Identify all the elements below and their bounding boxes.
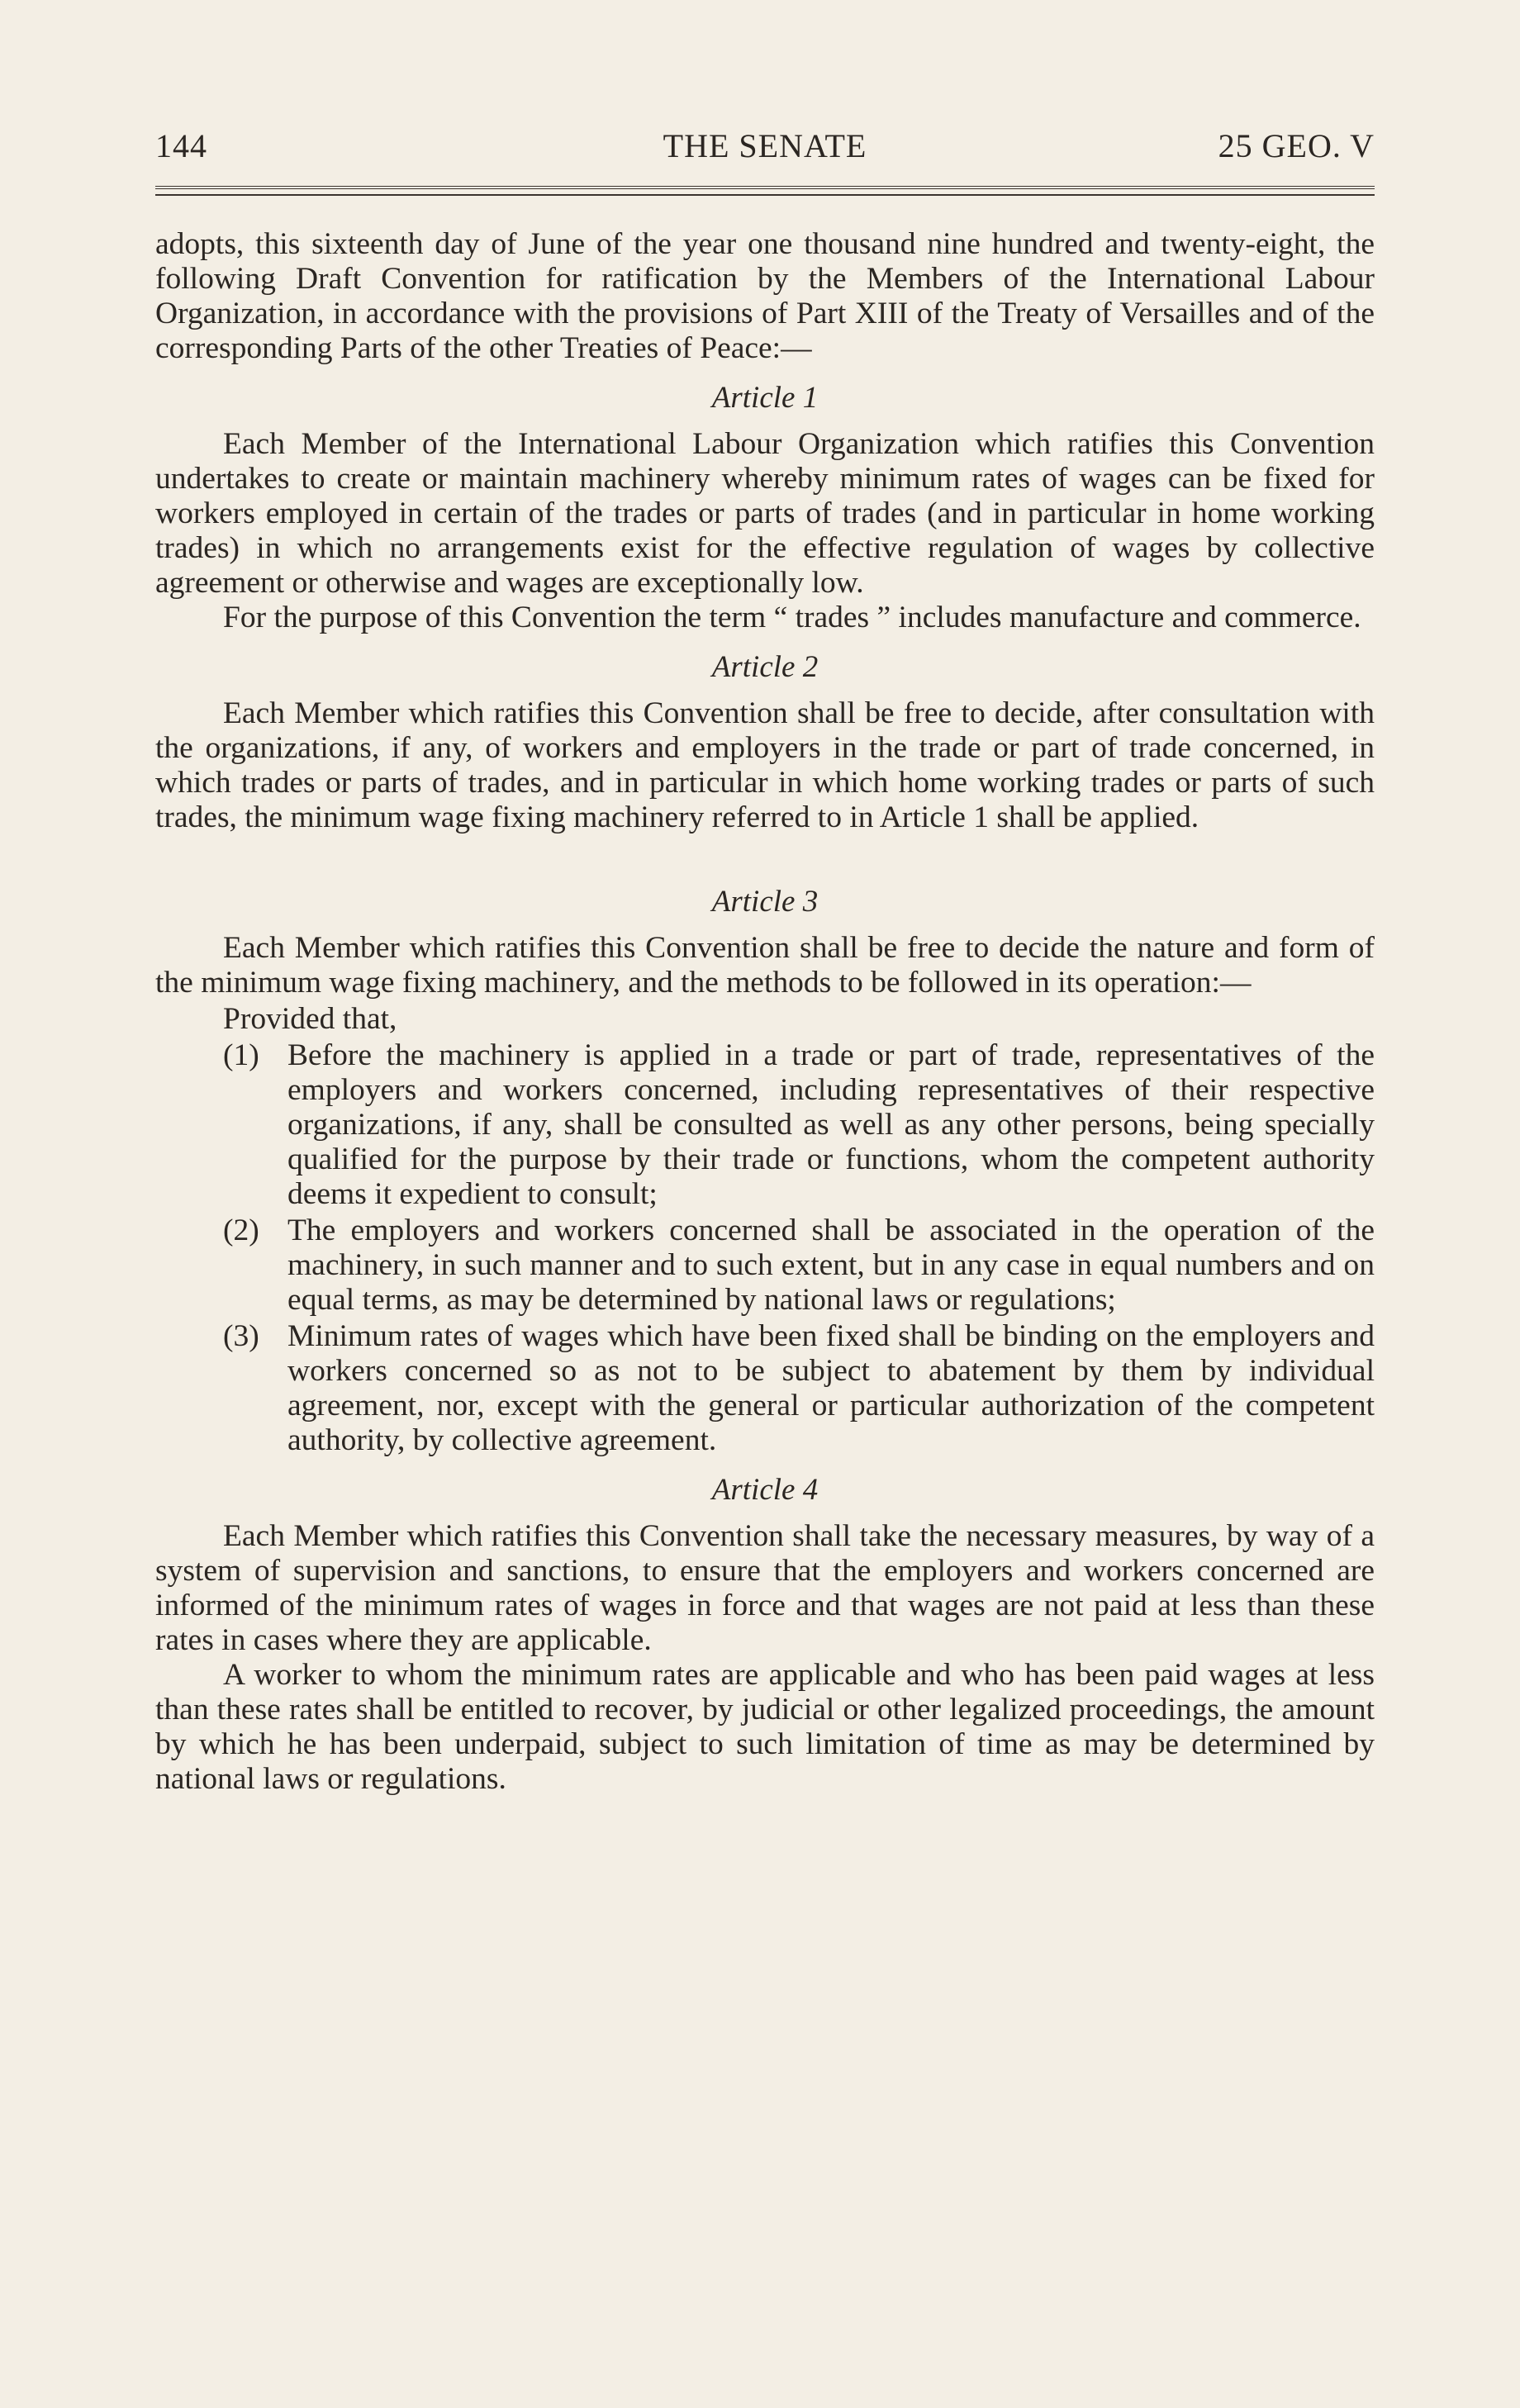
article-4-paragraph-2: A worker to whom the minimum rates are applicable and who has been paid wages at less than these rates shall be entitled to recover, by judicial or other legalized proceedings, the amount by which he has been underpaid, subject to such limitation of time as may be determined by national laws or regulations. (155, 1658, 1375, 1796)
header-rule (155, 194, 1375, 196)
page-number: 144 (155, 127, 207, 164)
page-title: THE SENATE (663, 127, 867, 164)
item-text: The employers and workers concerned shall be associated in the operation of the machinery, in such manner and to such extent, but in any case in equal numbers and on equal terms, as may be determined by national laws or regulations; (287, 1213, 1375, 1317)
intro-paragraph: adopts, this sixteenth day of June of the year one thousand nine hundred and twenty-eight, the following Draft Convention for ratification by the Members of the International Labour Organization, in accordance with the provisions of Part XIII of the Treaty of Versailles and of the corresponding Parts of the other Treaties of Peace:— (155, 227, 1375, 365)
item-number: (2) (223, 1213, 259, 1247)
document-body (155, 227, 1375, 1797)
article-3-item-3 (155, 1319, 1375, 1458)
article-1-paragraph-1: Each Member of the International Labour Organization which ratifies this Convention undertakes to create or maintain machinery whereby minimum rates of wages can be fixed for workers employed in certain of the trades or parts of trades (and in particular in home working trades) in which no arrangements exist for the effective regulation of wages by collective agreement or otherwise and wages are exceptionally low. (155, 427, 1375, 600)
item-number: (1) (223, 1038, 259, 1072)
header-double-rule (155, 186, 1375, 189)
article-3-paragraph-1: Each Member which ratifies this Convention shall be free to decide the nature and form of the minimum wage fixing machinery, and the methods to be followed in its operation:— (155, 931, 1375, 1000)
page (155, 120, 1375, 1796)
regnal-year: 25 GEO. V (1218, 127, 1375, 164)
running-header (155, 120, 1375, 178)
article-3-provided: Provided that, (223, 1002, 397, 1036)
article-2-paragraph-1: Each Member which ratifies this Convention shall be free to decide, after consultation with the organizations, if any, of workers and employers in the trade or part of trade concerned, in which trades or parts of trades, and in particular in which home working trades or parts of such trades, the minimum wage fixing machinery referred to in Article 1 shall be applied. (155, 696, 1375, 834)
article-1-paragraph-2: For the purpose of this Convention the term “ trades ” includes manufacture and commerce. (223, 601, 1361, 634)
item-text: Minimum rates of wages which have been fixed shall be binding on the employers and workers concerned so as not to be subject to abatement by them by individual agreement, nor, except with the general or particular authorization of the competent authority, by collective agreement. (287, 1319, 1375, 1457)
item-number: (3) (223, 1319, 259, 1353)
article-1-heading: Article 1 (711, 381, 819, 415)
article-3-item-1 (155, 1038, 1375, 1212)
item-text: Before the machinery is applied in a trade or part of trade, representatives of the employers and workers concerned, including representatives of their respective organizations, if any, shall be consulted as well as any other persons, being specially qualified for the purpose by their trade or functions, whom the competent authority deems it expedient to consult; (287, 1038, 1375, 1211)
article-2-heading: Article 2 (711, 650, 819, 684)
article-4-paragraph-1: Each Member which ratifies this Convention shall take the necessary measures, by way of a system of supervision and sanctions, to ensure that the employers and workers concerned are informed of the minimum rates of wages in force and that wages are not paid at less than these rates in cases where they are applicable. (155, 1519, 1375, 1657)
article-4-heading: Article 4 (711, 1473, 819, 1507)
article-3-item-2 (155, 1213, 1375, 1318)
article-3-heading: Article 3 (711, 885, 819, 919)
